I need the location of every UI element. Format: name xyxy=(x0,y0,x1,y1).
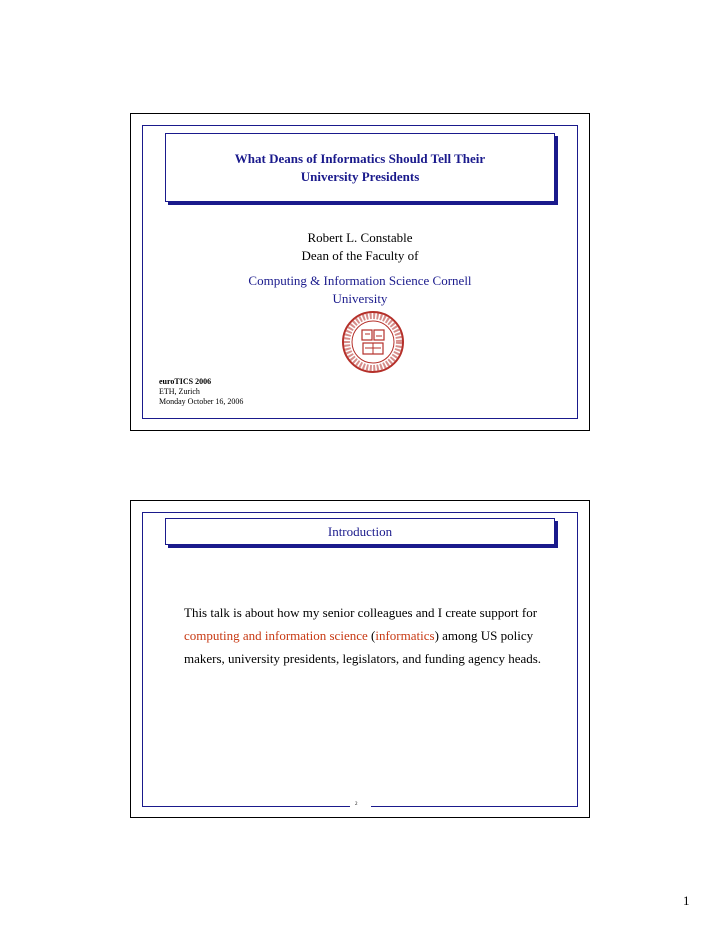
slide-1-frame xyxy=(142,125,578,419)
slide-2 xyxy=(130,500,590,818)
affiliation-line-1: Computing & Information Science Cornell xyxy=(248,273,472,288)
slide-1-title-line-2: University Presidents xyxy=(300,168,420,184)
slide-page-number: 2 xyxy=(355,802,358,807)
body-text-3: ) among US policy makers, university presidents, legislators, and funding agency heads. xyxy=(184,628,542,666)
body-text-2: ( xyxy=(367,628,376,643)
conference-location: ETH, Zurich xyxy=(159,387,200,396)
slide-2-title: Introduction xyxy=(327,523,393,539)
author-role: Dean of the Faculty of xyxy=(301,248,419,263)
slide-2-body xyxy=(184,601,564,670)
slide-2-frame xyxy=(142,512,578,806)
slide-1-title-line-1: What Deans of Informatics Should Tell Their xyxy=(234,150,486,166)
highlight-computing: computing and information science xyxy=(184,628,368,643)
conference-info xyxy=(159,377,243,407)
footer-line-right xyxy=(371,806,578,807)
slide-1 xyxy=(130,113,590,431)
footer-line-left xyxy=(142,806,350,807)
body-text-1: This talk is about how my senior colleagues and I create support for xyxy=(184,605,538,620)
conference-date: Monday October 16, 2006 xyxy=(159,397,244,406)
slide-1-title-box xyxy=(165,133,555,202)
conference-name: euroTICS 2006 xyxy=(159,377,212,386)
author-name: Robert L. Constable xyxy=(307,230,413,245)
affiliation-line-2: University xyxy=(332,291,388,306)
slide-2-title-box xyxy=(165,518,555,545)
sheet-page-number: 1 xyxy=(683,893,690,908)
cornell-seal-icon xyxy=(341,310,405,374)
highlight-informatics: informatics xyxy=(375,628,435,643)
